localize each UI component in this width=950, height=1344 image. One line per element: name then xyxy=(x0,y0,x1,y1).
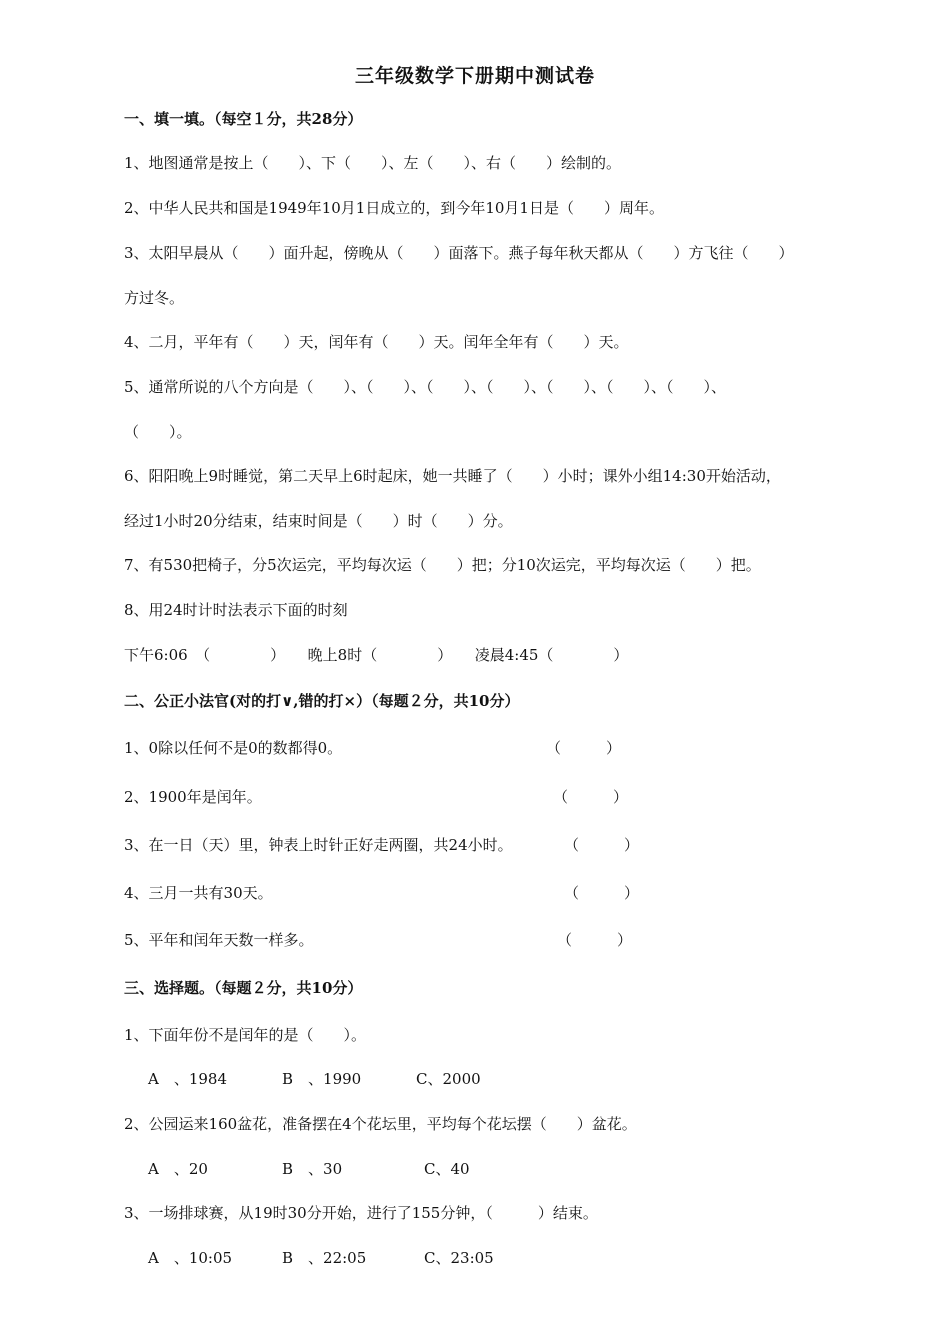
question-1-3-line2: 方过冬。 xyxy=(124,289,185,307)
choice-1-option-c: C、2000 xyxy=(416,1070,481,1088)
section-2-heading: 二、公正小法官(对的打∨,错的打×）（每题２分，共10分） xyxy=(124,692,520,710)
judge-item-2: 2、1900年是闰年。 xyxy=(124,788,262,806)
question-1-1: 1、地图通常是按上（ ）、下（ ）、左（ ）、右（ ）绘制的。 xyxy=(124,154,622,172)
choice-3-option-a: A 、10:05 xyxy=(148,1249,233,1267)
choice-2-option-c: C、40 xyxy=(424,1160,470,1178)
choice-3-option-c: C、23:05 xyxy=(424,1249,494,1267)
judge-item-4: 4、三月一共有30天。 xyxy=(124,884,273,902)
judge-item-5: 5、平年和闰年天数一样多。 xyxy=(124,931,314,949)
choice-1-option-b: B 、1990 xyxy=(282,1070,362,1088)
question-1-8-items: 下午6:06 （ ） 晚上8时（ ） 凌晨4:45（ ） xyxy=(124,646,629,664)
question-1-6-line2: 经过1小时20分结束，结束时间是（ ）时（ ）分。 xyxy=(124,512,513,530)
judge-item-3: 3、在一日（天）里，钟表上时针正好走两圈，共24小时。 xyxy=(124,836,513,854)
section-1-heading: 一、填一填。（每空１分，共28分） xyxy=(124,110,363,128)
judge-blank-4: （ ） xyxy=(564,884,640,902)
judge-blank-5: （ ） xyxy=(557,931,633,949)
question-1-5-line1: 5、通常所说的八个方向是（ ）、（ ）、（ ）、（ ）、（ ）、（ ）、（ ）、 xyxy=(124,378,727,396)
choice-question-1: 1、下面年份不是闰年的是（ ）。 xyxy=(124,1026,367,1044)
question-1-4: 4、二月，平年有（ ）天，闰年有（ ）天。闰年全年有（ ）天。 xyxy=(124,333,629,351)
page-title: 三年级数学下册期中测试卷 xyxy=(354,65,595,87)
judge-blank-2: （ ） xyxy=(553,788,629,806)
question-1-3-line1: 3、太阳早晨从（ ）面升起，傍晚从（ ）面落下。燕子每年秋天都从（ ）方飞往（ ） xyxy=(124,244,794,262)
judge-blank-3: （ ） xyxy=(564,836,640,854)
choice-2-option-b: B 、30 xyxy=(282,1160,343,1178)
question-1-8: 8、用24时计时法表示下面的时刻 xyxy=(124,601,348,619)
judge-blank-1: （ ） xyxy=(546,739,622,757)
question-1-2: 2、中华人民共和国是1949年10月1日成立的，到今年10月1日是（ ）周年。 xyxy=(124,199,664,217)
choice-3-option-b: B 、22:05 xyxy=(282,1249,367,1267)
choice-question-2: 2、公园运来160盆花，准备摆在4个花坛里，平均每个花坛摆（ ）盆花。 xyxy=(124,1115,637,1133)
judge-item-1: 1、0除以任何不是0的数都得0。 xyxy=(124,739,343,757)
question-1-7: 7、有530把椅子，分5次运完，平均每次运（ ）把；分10次运完，平均每次运（ ）把。 xyxy=(124,556,761,574)
choice-1-option-a: A 、1984 xyxy=(148,1070,228,1088)
section-3-heading: 三、选择题。（每题２分，共10分） xyxy=(124,979,363,997)
choice-question-3: 3、一场排球赛，从19时30分开始，进行了155分钟，（ ）结束。 xyxy=(124,1204,598,1222)
choice-2-option-a: A 、20 xyxy=(148,1160,208,1178)
question-1-5-line2: （ ）。 xyxy=(124,423,192,441)
question-1-6-line1: 6、阳阳晚上9时睡觉，第二天早上6时起床，她一共睡了（ ）小时；课外小组14:30开始活动， xyxy=(124,467,781,485)
